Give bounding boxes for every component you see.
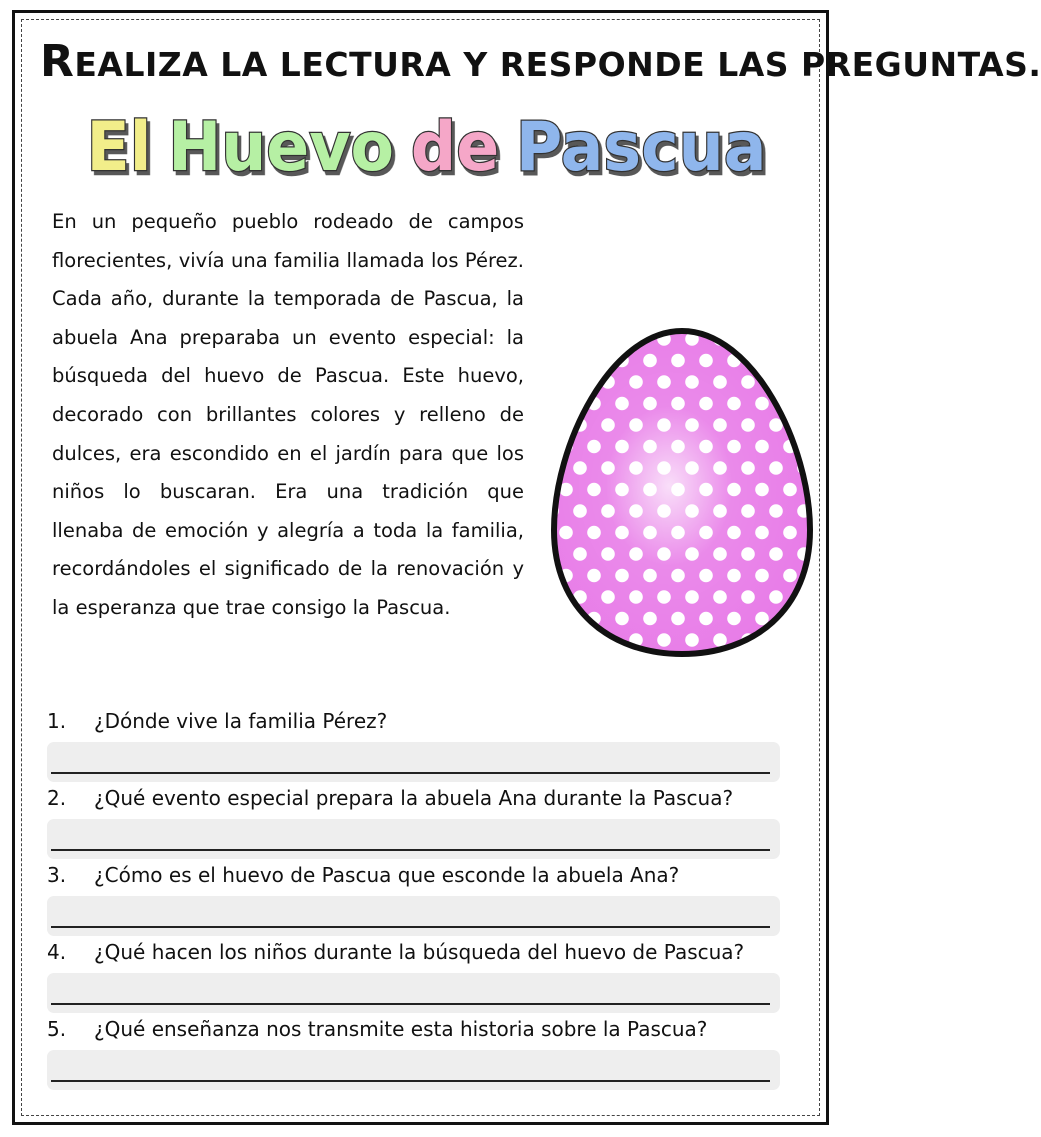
instruction-rest: EALIZA LA LECTURA Y RESPONDE LAS PREGUNTAS. [74, 45, 1041, 84]
answer-line[interactable] [47, 896, 780, 936]
egg-dot [783, 612, 797, 626]
question-item [44, 937, 789, 1014]
egg-dot [741, 332, 755, 346]
title-word: El [86, 107, 152, 187]
egg-dot [769, 375, 783, 389]
egg-dot [545, 590, 559, 604]
egg-dot [545, 332, 559, 346]
question-text: ¿Cómo es el huevo de Pascua que esconde la abuela Ana? [94, 863, 680, 887]
egg-dot [573, 375, 587, 389]
question-text: ¿Dónde vive la familia Pérez? [94, 709, 388, 733]
egg-dot [587, 354, 601, 368]
egg-dot [755, 354, 769, 368]
egg-dot [559, 354, 573, 368]
answer-line[interactable] [47, 973, 780, 1013]
egg-dot [545, 461, 559, 475]
title-word: de [410, 107, 500, 187]
egg-dot [783, 397, 797, 411]
story-paragraph: En un pequeño pueblo rodeado de campos florecientes, vivía una familia llamada los Pérez. Cada año, durante la temporada de Pascua, la abuela Ana preparaba un evento especial: la búsqueda del huevo de Pascua. Este huevo, decorado con brillantes colores y relleno de dulces, era escondido en el jardín para que los niños lo buscaran. Era una tradición que llenaba de emoción y alegría a toda la familia, recordándoles el significado de la renovación y la esperanza que trae consigo la Pascua. [52, 210, 524, 619]
egg-dot [545, 418, 559, 432]
egg-dot [573, 633, 587, 647]
question-number: 3. [47, 863, 67, 887]
egg-dot [545, 633, 559, 647]
question-list [44, 706, 789, 1091]
title-word: Pascua [515, 107, 767, 187]
question-number: 1. [47, 709, 67, 733]
egg-dot [797, 633, 811, 647]
question-number: 2. [47, 786, 67, 810]
title-word: Huevo [168, 107, 395, 187]
question-item [44, 706, 789, 783]
egg-dot [797, 418, 811, 432]
egg-dot [769, 633, 783, 647]
answer-line[interactable] [47, 1050, 780, 1090]
instruction-heading [40, 36, 1041, 87]
egg-dot [769, 332, 783, 346]
story-title [0, 100, 853, 190]
egg-dot [573, 332, 587, 346]
question-text: ¿Qué enseñanza nos transmite esta historia sobre la Pascua? [94, 1017, 708, 1041]
polka-dot-easter-egg-icon [548, 325, 816, 660]
egg-dot [559, 397, 573, 411]
question-number: 4. [47, 940, 67, 964]
egg-dot [783, 354, 797, 368]
egg-dot [797, 332, 811, 346]
egg-dot [797, 375, 811, 389]
question-text: ¿Qué hacen los niños durante la búsqueda del huevo de Pascua? [94, 940, 745, 964]
answer-line[interactable] [47, 819, 780, 859]
question-text: ¿Qué evento especial prepara la abuela Ana durante la Pascua? [94, 786, 734, 810]
answer-line[interactable] [47, 742, 780, 782]
egg-dot [545, 375, 559, 389]
question-number: 5. [47, 1017, 67, 1041]
egg-dot [601, 332, 615, 346]
question-item [44, 783, 789, 860]
question-item [44, 1014, 789, 1091]
egg-dot [559, 612, 573, 626]
instruction-first-letter: R [40, 36, 75, 87]
question-item [44, 860, 789, 937]
